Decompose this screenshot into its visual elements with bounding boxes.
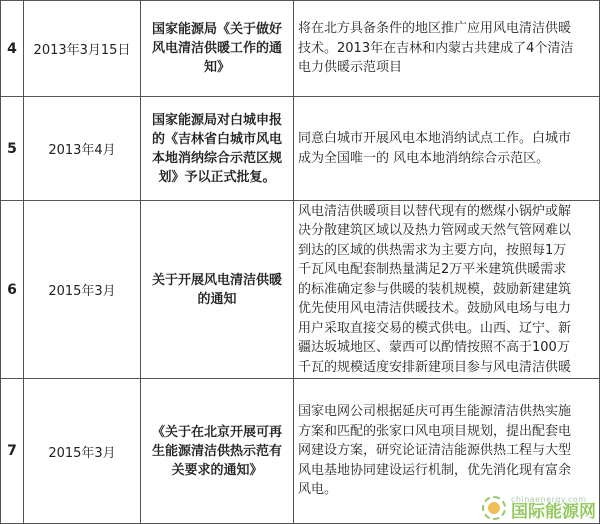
row-date: 2015年3月 [24,379,141,524]
summary-line: 将在北方具备条件的地区推广应用风电清洁供暖 [298,21,572,37]
summary-line: 成为全国唯一的 风电本地消纳综合示范区。 [298,150,550,166]
summary-line: 疆达坂城地区、蒙西可以酌情按照不高于100万 [298,340,570,356]
sun-logo-icon [481,495,507,521]
row-document-title [141,97,294,201]
row-number: 7 [1,379,24,524]
summary-line: 的标准确定参与供暖的装机规模，鼓励新建建筑 [298,281,572,297]
doc-line: 本地消纳综合示范区规 [151,150,282,166]
table-row [1,1,600,97]
summary-line: 千瓦风电配套制热量满足2万平米建筑供暖需求 [298,262,567,278]
summary-line: 方案和匹配的张家口风电项目规划，提出配套电 [298,423,572,439]
row-number: 4 [1,1,24,97]
doc-line: 关于开展风电清洁供暖 [151,272,282,288]
summary-line: 决分散建筑区域以及热力管网或天然气管网难以 [298,223,572,239]
doc-line: 的《吉林省白城市风电 [151,131,282,147]
summary-line: 技术。2013年在吉林和内蒙古共建成了4个清洁 [298,40,574,56]
summary-line: 电力供暖示范项目 [298,60,403,76]
row-summary [294,97,600,201]
summary-line: 优先使用风电清洁供暖技术。鼓励风电场与电力 [298,301,572,317]
watermark-brand-text: 国际能源网 [511,501,596,522]
row-document-title [141,201,294,379]
row-document-title [141,1,294,97]
summary-line: 网建设方案，研究论证清洁能源供热工程与大型 [298,443,572,459]
summary-line: 风电清洁供暖项目以替代现有的燃煤小锅炉或解 [298,203,572,219]
summary-line: 风电。 [298,482,338,498]
table-row [1,201,600,379]
row-number: 5 [1,97,24,201]
row-summary [294,201,600,379]
row-date: 2013年4月 [24,97,141,201]
doc-line: 《关于在北京开展可再 [151,424,282,440]
doc-line: 关要求的通知》 [171,462,263,478]
row-number: 6 [1,201,24,379]
row-summary [294,1,600,97]
summary-line: 千瓦的规模适度安排新建项目参与风电清洁供暖 [298,359,572,375]
watermark-logo [481,495,596,521]
watermark-text [511,496,596,521]
summary-line: 同意白城市开展风电本地消纳试点工作。白城市 [298,131,572,146]
doc-line: 国家能源局对白城申报 [151,112,282,128]
summary-line: 国家电网公司根据延庆可再生能源清洁供热实施 [298,404,572,420]
doc-line: 知》 [203,60,230,75]
watermark-small-text: chinaenergy.com [511,494,587,504]
row-date: 2015年3月 [24,201,141,379]
summary-line: 风电基地协同建设运行机制，优先消化现有富余 [298,462,572,478]
doc-line: 生能源清洁供热示范有 [151,443,282,459]
doc-line: 划》予以正式批复。 [158,169,276,185]
row-document-title [141,379,294,524]
summary-line: 到达的区域的供热需求为主要方向，按照每1万 [298,242,567,258]
doc-line: 风电清洁供暖工作的通 [151,41,282,56]
doc-line: 的通知 [197,291,237,307]
summary-line: 用户采取直接交易的模式供电。山西、辽宁、新 [298,320,572,336]
row-date: 2013年3月15日 [24,1,141,97]
doc-line: 国家能源局《关于做好 [151,22,282,37]
table-row [1,97,600,201]
